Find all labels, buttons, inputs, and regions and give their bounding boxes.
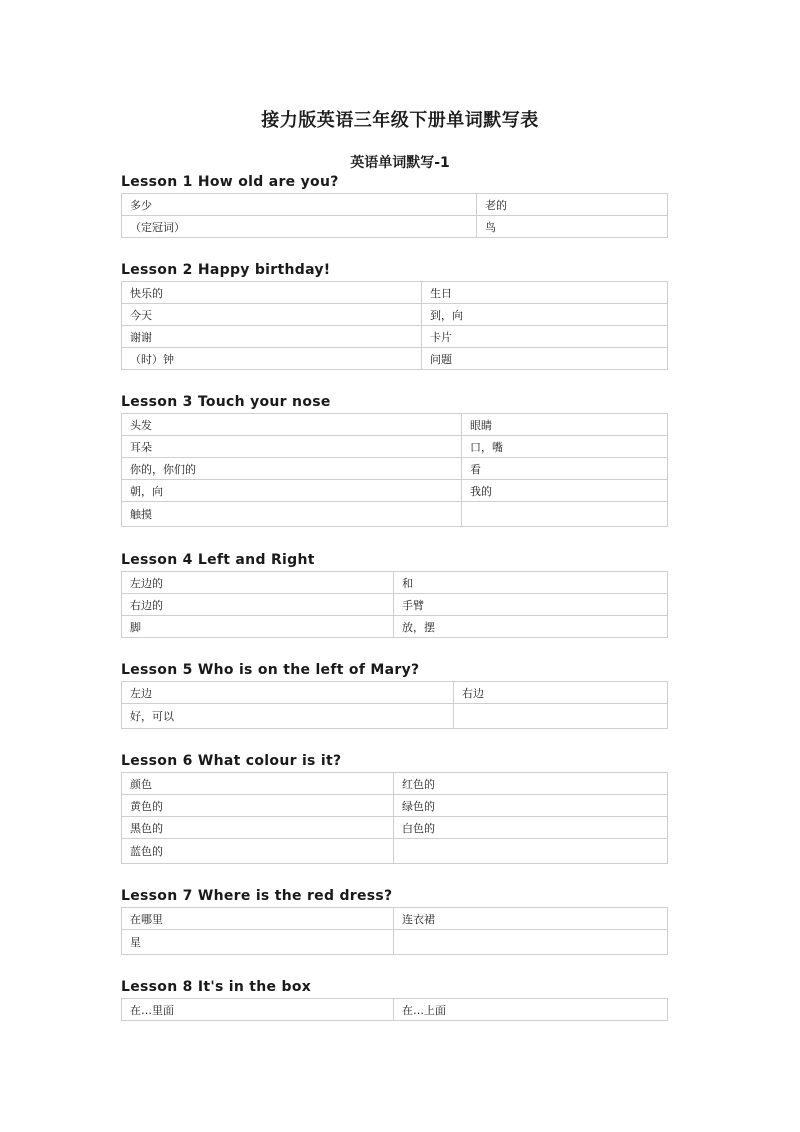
- word-cell-left: 黄色的: [122, 795, 394, 817]
- table-row: [122, 414, 668, 436]
- word-cell-right: [454, 704, 668, 729]
- word-cell-left: 好，可以: [122, 704, 454, 729]
- word-cell-right: 看: [462, 458, 668, 480]
- word-cell-left: 耳朵: [122, 436, 462, 458]
- word-cell-right: 手臂: [394, 594, 668, 616]
- word-cell-left: 在哪里: [122, 908, 394, 930]
- word-cell-right: [394, 930, 668, 955]
- vocabulary-table: [121, 772, 668, 864]
- table-row: [122, 704, 668, 729]
- word-cell-right: 我的: [462, 480, 668, 502]
- vocabulary-table: [121, 281, 668, 370]
- table-row: [122, 795, 668, 817]
- word-cell-right: 放，摆: [394, 616, 668, 638]
- vocabulary-table: [121, 998, 668, 1021]
- table-row: [122, 594, 668, 616]
- document-subtitle: 英语单词默写-1: [350, 155, 450, 171]
- lesson-heading: Lesson 1 How old are you?: [121, 174, 339, 190]
- vocabulary-table: [121, 681, 668, 729]
- lesson-section: [121, 261, 667, 370]
- lesson-section: [121, 173, 667, 238]
- word-cell-right: 生日: [422, 282, 668, 304]
- word-cell-right: 白色的: [394, 817, 668, 839]
- table-row: [122, 436, 668, 458]
- vocabulary-table: [121, 571, 668, 638]
- word-cell-left: 谢谢: [122, 326, 422, 348]
- table-row: [122, 572, 668, 594]
- table-row: [122, 480, 668, 502]
- word-cell-left: 今天: [122, 304, 422, 326]
- word-cell-left: 快乐的: [122, 282, 422, 304]
- word-cell-right: 眼睛: [462, 414, 668, 436]
- word-cell-right: 连衣裙: [394, 908, 668, 930]
- word-cell-left: （定冠词）: [122, 216, 477, 238]
- table-row: [122, 458, 668, 480]
- table-row: [122, 999, 668, 1021]
- lesson-heading: Lesson 2 Happy birthday!: [121, 262, 331, 278]
- word-cell-left: （时）钟: [122, 348, 422, 370]
- table-row: [122, 839, 668, 864]
- word-cell-right: [462, 502, 668, 527]
- word-cell-left: 触摸: [122, 502, 462, 527]
- vocabulary-table: [121, 413, 668, 527]
- word-cell-right: 在…上面: [394, 999, 668, 1021]
- lesson-heading: Lesson 8 It's in the box: [121, 979, 312, 995]
- word-cell-left: 星: [122, 930, 394, 955]
- lesson-heading: Lesson 3 Touch your nose: [121, 394, 331, 410]
- word-cell-right: 老的: [477, 194, 668, 216]
- table-row: [122, 930, 668, 955]
- lesson-heading: Lesson 5 Who is on the left of Mary?: [121, 662, 420, 678]
- lesson-heading: Lesson 7 Where is the red dress?: [121, 888, 393, 904]
- lesson-section: [121, 752, 667, 864]
- lesson-section: [121, 551, 667, 638]
- vocabulary-table: [121, 193, 668, 238]
- word-cell-right: [394, 839, 668, 864]
- word-cell-left: 左边的: [122, 572, 394, 594]
- word-cell-left: 多少: [122, 194, 477, 216]
- table-row: [122, 908, 668, 930]
- word-cell-right: 绿色的: [394, 795, 668, 817]
- table-row: [122, 616, 668, 638]
- table-row: [122, 216, 668, 238]
- table-row: [122, 502, 668, 527]
- word-cell-left: 朝，向: [122, 480, 462, 502]
- word-cell-right: 到，向: [422, 304, 668, 326]
- lesson-heading: Lesson 6 What colour is it?: [121, 753, 342, 769]
- word-cell-right: 右边: [454, 682, 668, 704]
- word-cell-right: 和: [394, 572, 668, 594]
- table-row: [122, 682, 668, 704]
- word-cell-left: 脚: [122, 616, 394, 638]
- word-cell-left: 颜色: [122, 773, 394, 795]
- table-row: [122, 194, 668, 216]
- word-cell-left: 头发: [122, 414, 462, 436]
- word-cell-left: 黑色的: [122, 817, 394, 839]
- table-row: [122, 282, 668, 304]
- lesson-section: [121, 978, 667, 1021]
- word-cell-right: 红色的: [394, 773, 668, 795]
- lesson-section: [121, 887, 667, 955]
- word-cell-left: 蓝色的: [122, 839, 394, 864]
- table-row: [122, 817, 668, 839]
- word-cell-left: 右边的: [122, 594, 394, 616]
- word-cell-right: 问题: [422, 348, 668, 370]
- table-row: [122, 326, 668, 348]
- lesson-section: [121, 661, 667, 729]
- word-cell-left: 你的，你们的: [122, 458, 462, 480]
- document-title: 接力版英语三年级下册单词默写表: [261, 110, 539, 131]
- table-row: [122, 304, 668, 326]
- word-cell-right: 口，嘴: [462, 436, 668, 458]
- table-row: [122, 348, 668, 370]
- vocabulary-table: [121, 907, 668, 955]
- word-cell-right: 鸟: [477, 216, 668, 238]
- lesson-section: [121, 393, 667, 527]
- lesson-heading: Lesson 4 Left and Right: [121, 552, 315, 568]
- word-cell-left: 在…里面: [122, 999, 394, 1021]
- word-cell-right: 卡片: [422, 326, 668, 348]
- word-cell-left: 左边: [122, 682, 454, 704]
- table-row: [122, 773, 668, 795]
